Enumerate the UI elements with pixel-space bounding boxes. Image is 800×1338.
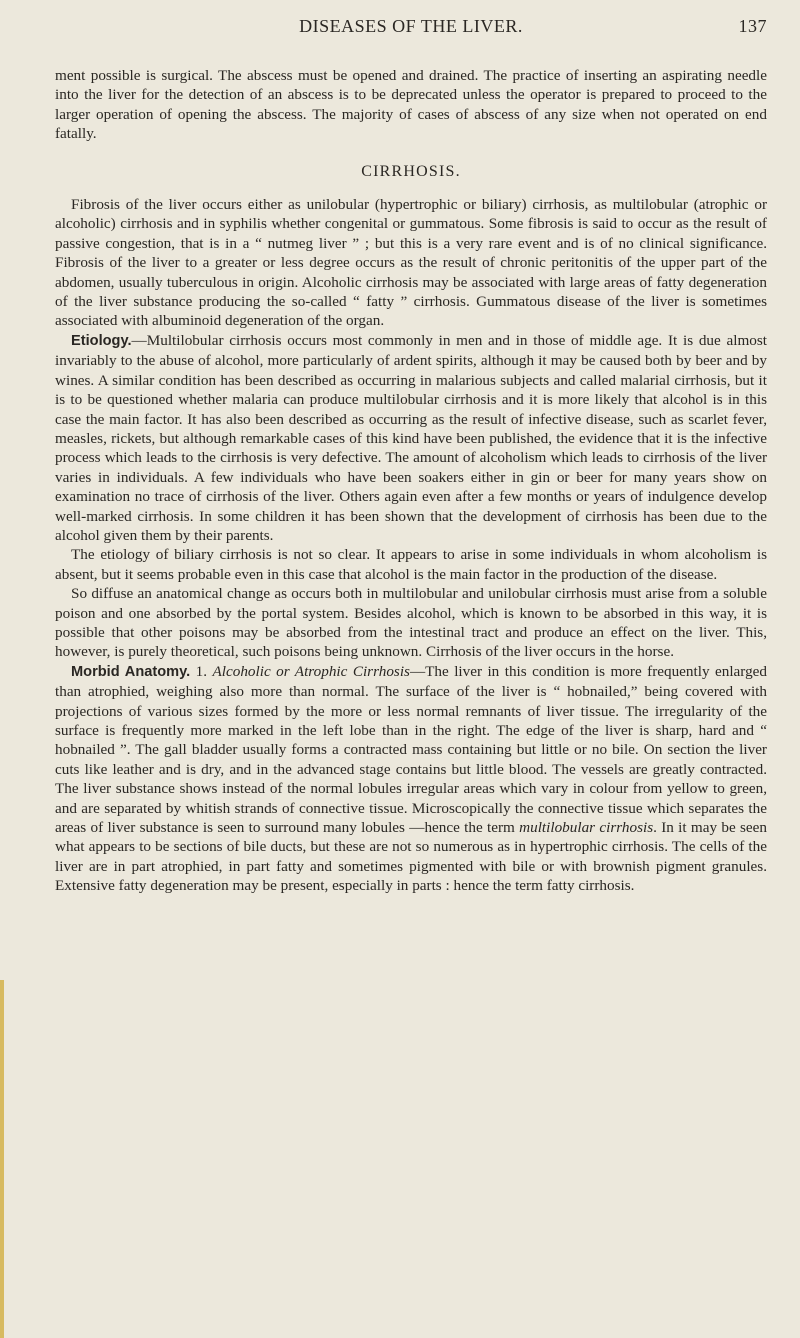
etiology-heading: Etiology. — [71, 332, 132, 349]
running-title: DISEASES OF THE LIVER. — [299, 16, 523, 36]
page-number: 137 — [738, 16, 767, 36]
paragraph-etiology — [55, 331, 767, 545]
section-title: CIRRHOSIS. — [361, 162, 461, 180]
paragraph-abscess-continuation: ment possible is surgical. The abscess must be opened and drained. The practice of inserting an aspirating needle into the liver for the detection of an abscess is to be deprecated unless the operator is prepared to proceed to the larger operation of opening the abscess. The majority of cases of abscess of any size when not operated on end fatally. — [55, 67, 767, 143]
running-header — [55, 14, 767, 44]
body-text — [55, 66, 767, 896]
paragraph-fibrosis: Fibrosis of the liver occurs either as unilobular (hypertrophic or biliary) cirrhosis, as multilobular (atrophic or alcoholic) cirrhosis and in syphilis whether congenital or gummatous. Some fibrosis is said to occur as the result of passive congestion, that is in a “ nutmeg liver ” ; but this is a very rare event and is of no clinical significance. Fibrosis of the liver to a greater or less degree occurs as the result of chronic peritonitis of the upper part of the abdomen, usually tuberculous in origin. Alcoholic cirrhosis may be associated with large areas of fatty degeneration of the liver substance producing the so-called “ fatty ” cirrhosis. Gummatous disease of the liver is sometimes associated with albuminoid degeneration of the organ. — [55, 196, 767, 330]
morbid-subheading: Alcoholic or Atrophic Cirrhosis — [212, 662, 410, 680]
morbid-text: —The liver in this condition is more frequently enlarged than atrophied, weighing also more than normal. The surface of the liver is “ hobnailed,” being covered with projections of various sizes formed by the more or less normal remnants of liver tissue. The irregularity of the surface is frequently more marked in the left lobe than in the right. The edge of the liver is sharp, hard and “ hobnailed ”. The gall bladder usually forms a contracted mass containing but little or no bile. On section the liver cuts like leather and is dry, and in the advanced stage contains but little blood. The vessels are greatly contracted. The liver substance shows instead of the normal lobules irregular areas which vary in colour from yellow to green, and are separated by whitish strands of connective tissue. Microscopically the connective tissue which separates the areas of liver substance is seen to surround many lobules —hence the term — [55, 662, 767, 837]
book-page — [55, 14, 767, 1324]
multilobular-term: multilobular cirrhosis — [519, 819, 654, 837]
paragraph-biliary-etiology: The etiology of biliary cirrhosis is not so clear. It appears to arise in some individuals in whom alcoholism is absent, but it seems probable even in this case that alcohol is the main factor in the production of the disease. — [55, 546, 767, 583]
etiology-text: —Multilobular cirrhosis occurs most commonly in men and in those of middle age. It is due almost invariably to the abuse of alcohol, more particularly of ardent spirits, although it may be caused both by beer and by wines. A similar condition has been described as occurring in malarious subjects and called malarial cirrhosis, but it is to be questioned whether malaria can produce multilobular cirrhosis and it is more likely that alcohol is in this case the main factor. It has also been described as occurring as the result of infective disease, such as scarlet fever, measles, rickets, but although remarkable cases of this kind have been published, the evidence that it is the infective process which leads to the cirrhosis is very defective. The amount of alcoholism which leads to cirrhosis of the liver varies in individuals. A few individuals who have been soakers either in gin or beer for many years show on examination no trace of cirrhosis of the liver. Others again even after a few months or years of indulgence develop well-marked cirrhosis. In some children it has been shown that the development of cirrhosis has been due to the alcohol given them by their parents. — [55, 331, 767, 544]
page-edge-mark — [0, 980, 4, 1338]
paragraph-morbid-anatomy — [55, 662, 767, 896]
morbid-text-end: . In it may be seen what appears to be sections of bile ducts, but these are not so numerous as in hypertrophic cirrhosis. The cells of the liver are in part atrophied, in part fatty and sometimes pigmented with bile or with brownish pigment granules. Extensive fatty degeneration may be present, especially in parts : hence the term fatty cirrhosis. — [55, 819, 767, 895]
paragraph-poison: So diffuse an anatomical change as occurs both in multilobular and unilobular cirrhosis must arise from a soluble poison and one absorbed by the portal system. Besides alcohol, which is known to be absorbed in this way, it is possible that other poisons may be absorbed from the intestinal tract and produce an effect on the liver. This, however, is purely theoretical, such poisons being unknown. Cirrhosis of the liver occurs in the horse. — [55, 585, 767, 661]
morbid-anatomy-heading: Morbid Anatomy. — [71, 663, 191, 680]
morbid-number: 1. — [190, 662, 213, 680]
